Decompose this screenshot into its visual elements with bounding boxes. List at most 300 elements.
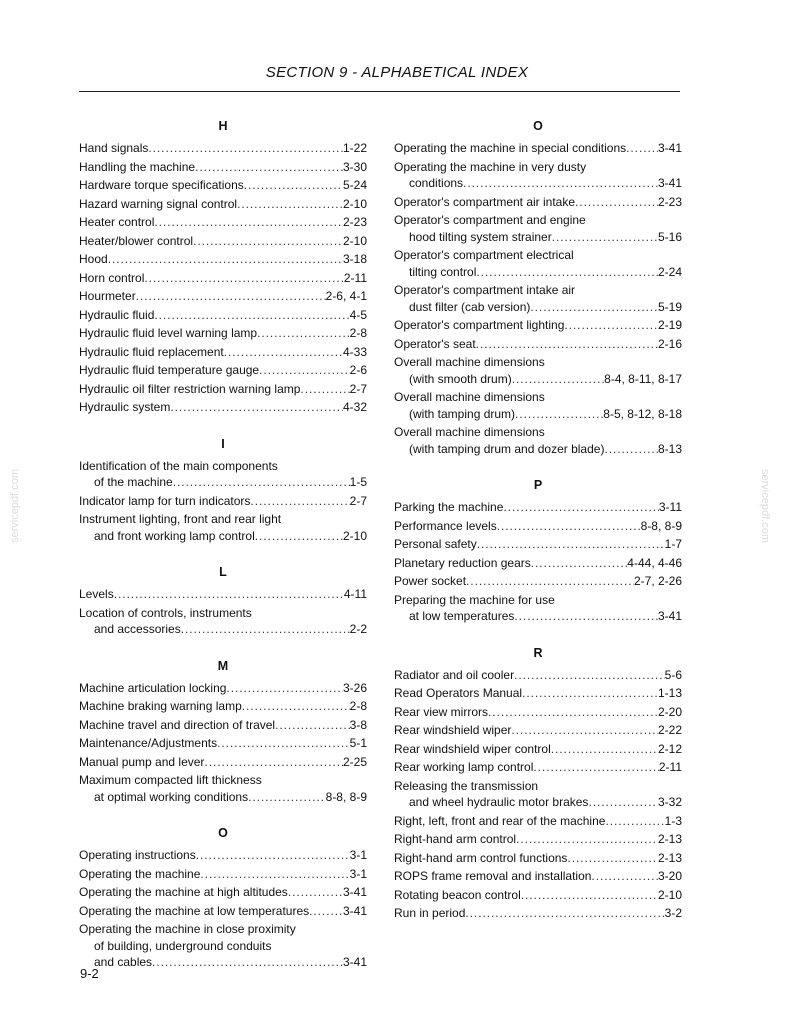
index-page-ref: 8-8, 8-9 <box>325 789 367 804</box>
dot-leader <box>148 140 343 157</box>
index-entry-line <box>79 847 367 864</box>
index-entry-line <box>79 528 367 545</box>
index-entry-label: Operating the machine in close proximity <box>79 922 296 936</box>
dot-leader <box>531 555 628 572</box>
dot-leader <box>575 194 658 211</box>
index-entry <box>79 344 367 361</box>
index-entry-line <box>394 194 682 211</box>
index-entry <box>394 389 682 422</box>
index-entry-line <box>79 789 367 806</box>
index-entry <box>79 772 367 805</box>
index-entry-label: Location of controls, instruments <box>79 605 252 620</box>
index-entry-line <box>79 214 367 231</box>
index-entry-label: Operator's compartment intake air <box>394 283 576 297</box>
dot-leader <box>200 866 349 883</box>
index-entry <box>394 159 682 192</box>
index-page-ref: 1-5 <box>349 475 367 489</box>
index-entry-label: (with tamping drum and dozer blade) <box>409 441 605 456</box>
index-page-ref: 2-7, 2-26 <box>633 574 682 588</box>
index-entry <box>394 194 682 211</box>
index-entry <box>394 868 682 885</box>
index-entry <box>79 270 367 287</box>
index-entry <box>79 493 367 510</box>
index-entry-label: Maximum compacted lift thickness <box>79 773 262 787</box>
index-entry-label: Read Operators Manual <box>394 686 523 700</box>
index-entry <box>79 251 367 268</box>
dot-leader <box>108 251 343 268</box>
index-page-ref: 2-13 <box>657 850 682 865</box>
index-entry-label: tilting control <box>409 264 477 279</box>
dot-leader <box>193 233 343 250</box>
index-entry <box>79 381 367 398</box>
index-entry-label: Overall machine dimensions <box>394 390 545 404</box>
index-entry <box>394 247 682 280</box>
index-entry <box>394 831 682 848</box>
dot-leader <box>516 831 658 848</box>
index-entry-line <box>394 175 682 192</box>
index-entry-line <box>79 938 367 955</box>
index-entry-line <box>394 759 682 776</box>
index-page-ref: 3-26 <box>342 680 367 695</box>
index-entry <box>394 573 682 590</box>
index-page-ref: 3-11 <box>658 500 682 514</box>
index-entry-label: of the machine <box>94 475 173 489</box>
index-entry-label: conditions <box>409 176 464 190</box>
index-entry-line <box>394 573 682 590</box>
header-divider <box>79 91 680 92</box>
section-gap <box>79 807 367 819</box>
index-entry-line <box>394 778 682 795</box>
index-entry-label: Rotating beacon control <box>394 887 521 902</box>
index-page-ref: 8-13 <box>657 441 682 456</box>
index-entry <box>394 518 682 535</box>
index-page-ref: 8-8, 8-9 <box>640 518 682 533</box>
index-entry-line <box>79 251 367 268</box>
index-entry-label: Hardware torque specifications <box>79 178 244 192</box>
dot-leader <box>497 518 641 535</box>
index-letter-heading: O <box>533 119 543 133</box>
index-entry-line <box>79 866 367 883</box>
index-entry-line <box>394 264 682 281</box>
index-page-ref: 2-22 <box>657 723 682 737</box>
index-entry-label: Horn control <box>79 270 145 285</box>
index-entry-line <box>79 903 367 920</box>
index-entry <box>79 884 367 901</box>
index-entry-label: Hazard warning signal control <box>79 196 238 211</box>
index-entry-line <box>394 247 682 264</box>
index-entry-label: Rear view mirrors <box>394 704 489 719</box>
index-page-ref: 3-30 <box>342 159 367 174</box>
dot-leader <box>567 850 658 867</box>
index-entry <box>79 903 367 920</box>
index-entry <box>79 233 367 250</box>
section-gap <box>79 418 367 430</box>
index-entry <box>394 282 682 315</box>
dot-leader <box>488 704 658 721</box>
dot-leader <box>309 903 343 920</box>
index-entry <box>394 704 682 721</box>
index-entry <box>394 317 682 334</box>
dot-leader <box>154 214 343 231</box>
index-entry-line <box>394 317 682 334</box>
dot-leader <box>136 288 326 305</box>
index-entry-label: Radiator and oil cooler <box>394 667 515 682</box>
dot-leader <box>248 789 326 806</box>
index-entry-line <box>394 282 682 299</box>
index-entry-line <box>394 389 682 406</box>
index-entry-line <box>79 754 367 771</box>
dot-leader <box>512 371 604 388</box>
index-entry-line <box>394 140 682 157</box>
index-page-ref: 2-11 <box>343 270 367 285</box>
index-entry-label: Rear windshield wiper control <box>394 741 551 756</box>
index-entry-label: Machine braking warning lamp <box>79 699 242 713</box>
index-entry <box>79 325 367 342</box>
index-entry-label: and accessories <box>94 622 181 636</box>
index-entry-label: Identification of the main components <box>79 458 278 473</box>
index-entry-line <box>79 698 367 715</box>
index-entry-label: Operator's compartment and engine <box>394 213 586 227</box>
index-page-ref: 3-8 <box>349 717 367 732</box>
index-entry-line <box>394 831 682 848</box>
index-entry-line <box>79 270 367 287</box>
index-page-ref: 2-13 <box>657 832 682 846</box>
dot-leader <box>224 344 343 361</box>
index-entry-line <box>394 794 682 811</box>
dot-leader <box>300 381 349 398</box>
index-entry <box>394 887 682 904</box>
index-entry-line <box>394 887 682 904</box>
dot-leader <box>514 667 665 684</box>
index-page-ref: 2-11 <box>658 760 682 774</box>
index-page-ref: 3-41 <box>657 609 682 623</box>
index-entry-label: Handling the machine <box>79 159 196 174</box>
index-page-ref: 1-3 <box>664 813 682 828</box>
index-entry-line <box>79 680 367 697</box>
index-page-ref: 2-24 <box>657 264 682 279</box>
index-page-ref: 5-16 <box>657 229 682 244</box>
index-entry-label: Right, left, front and rear of the machine <box>394 813 606 828</box>
index-page-ref: 2-10 <box>342 233 367 248</box>
index-page-ref: 2-23 <box>657 194 682 209</box>
index-entry-line <box>79 511 367 528</box>
index-page-ref: 8-5, 8-12, 8-18 <box>603 406 682 421</box>
index-entry-line <box>79 362 367 379</box>
index-entry-line <box>394 813 682 830</box>
index-entry-line <box>394 354 682 371</box>
index-page-ref: 2-19 <box>657 318 682 332</box>
index-entry-line <box>394 685 682 702</box>
index-entry-label: Preparing the machine for use <box>394 592 555 607</box>
index-entry-label: Indicator lamp for turn indicators <box>79 493 251 508</box>
index-letter-heading: I <box>221 436 225 451</box>
index-page-ref: 4-33 <box>342 344 367 359</box>
index-page-ref: 3-2 <box>664 906 682 920</box>
section-gap <box>79 546 367 558</box>
index-entry-line <box>79 233 367 250</box>
index-entry-label: Parking the machine <box>394 500 504 514</box>
index-page-ref: 2-6 <box>349 363 367 377</box>
dot-leader <box>242 698 350 715</box>
dot-leader <box>530 299 658 316</box>
index-entry-label: Machine travel and direction of travel <box>79 717 276 732</box>
index-entry-label: Operating the machine <box>79 866 201 881</box>
dot-leader <box>521 887 658 904</box>
dot-leader <box>551 741 658 758</box>
index-entry-line <box>394 336 682 353</box>
index-entry-line <box>79 735 367 752</box>
dot-leader <box>476 264 658 281</box>
index-entry-label: hood tilting system strainer <box>409 229 552 244</box>
index-entry-label: Hourmeter <box>79 289 136 303</box>
index-page-ref: 3-18 <box>342 252 367 266</box>
index-entry <box>79 214 367 231</box>
dot-leader <box>591 868 658 885</box>
dot-leader <box>465 905 664 922</box>
index-entry <box>79 177 367 194</box>
index-entry-label: and front working lamp control <box>94 528 255 543</box>
index-letter-heading: H <box>218 119 228 133</box>
index-entry-line <box>394 212 682 229</box>
index-entry-label: Heater control <box>79 215 155 229</box>
index-entry-label: Hand signals <box>79 141 149 155</box>
index-entry-line <box>394 424 682 441</box>
watermark-right: servicepdf.com <box>758 469 771 543</box>
index-entry-label: Hood <box>79 252 108 266</box>
index-entry-line <box>79 586 367 603</box>
index-page-ref: 5-24 <box>342 178 367 192</box>
index-page-ref: 2-10 <box>657 887 682 902</box>
index-page-ref: 1-13 <box>657 686 682 700</box>
index-entry-line <box>79 884 367 901</box>
index-page-ref: 8-4, 8-11, 8-17 <box>604 371 682 386</box>
index-entry-line <box>79 605 367 622</box>
dot-leader <box>204 754 343 771</box>
index-page-ref: 2-10 <box>342 196 367 211</box>
index-entry-line <box>394 406 682 423</box>
index-page-ref: 2-6, 4-1 <box>325 289 367 303</box>
index-entry <box>79 847 367 864</box>
dot-leader <box>466 573 634 590</box>
index-entry-label: dust filter (cab version) <box>409 299 531 314</box>
dot-leader <box>564 317 658 334</box>
index-entry-line <box>79 196 367 213</box>
dot-leader <box>170 399 343 416</box>
index-entry-label: Manual pump and lever <box>79 754 205 769</box>
index-letter-heading: P <box>533 478 543 492</box>
dot-leader <box>152 954 343 971</box>
index-page-ref: 2-7 <box>349 381 367 396</box>
index-page-ref: 4-32 <box>342 400 367 414</box>
index-entry-line <box>79 772 367 789</box>
index-entry <box>79 458 367 491</box>
index-entry-label: Hydraulic fluid temperature gauge <box>79 363 260 377</box>
index-entry-line <box>79 159 367 176</box>
index-entry-line <box>394 555 682 572</box>
dot-leader <box>250 493 349 510</box>
dot-leader <box>288 884 343 901</box>
index-entry-line <box>394 299 682 316</box>
dot-leader <box>114 586 344 603</box>
index-entry-label: and cables <box>94 955 153 969</box>
index-entry-line <box>394 536 682 553</box>
index-page-ref: 3-41 <box>342 885 367 899</box>
index-entry <box>79 921 367 971</box>
index-page-ref: 5-19 <box>657 299 682 314</box>
index-page-ref: 2-16 <box>657 336 682 351</box>
dot-leader <box>515 406 603 423</box>
index-page-ref: 3-41 <box>657 141 682 155</box>
index-entry-line <box>394 499 682 516</box>
dot-leader <box>476 336 658 353</box>
index-page-ref: 4-5 <box>349 307 367 322</box>
index-entry-line <box>394 441 682 458</box>
index-entry-label: Maintenance/Adjustments <box>79 736 218 750</box>
section-gap <box>394 627 682 639</box>
dot-leader <box>514 608 658 625</box>
dot-leader <box>196 847 350 864</box>
index-entry <box>394 592 682 625</box>
dot-leader <box>588 794 658 811</box>
index-entry <box>394 140 682 157</box>
index-entry-line <box>79 381 367 398</box>
index-entry-label: Levels <box>79 587 114 601</box>
dot-leader <box>503 499 658 516</box>
index-entry <box>79 866 367 883</box>
index-entry-label: Machine articulation locking <box>79 680 227 695</box>
index-entry <box>79 307 367 324</box>
index-entry <box>79 754 367 771</box>
index-entry <box>79 159 367 176</box>
index-entry-line <box>394 159 682 176</box>
index-page-ref: 2-25 <box>342 754 367 769</box>
dot-leader <box>477 536 665 553</box>
index-entry <box>79 586 367 603</box>
index-page-ref: 5-6 <box>664 667 682 682</box>
dot-leader <box>244 177 343 194</box>
index-entry-line <box>79 921 367 938</box>
index-entry <box>79 680 367 697</box>
dot-leader <box>144 270 343 287</box>
index-entry-line <box>79 344 367 361</box>
index-entry-label: of building, underground conduits <box>94 938 272 953</box>
index-entry-line <box>79 177 367 194</box>
index-entry-line <box>394 905 682 922</box>
index-entry-line <box>79 458 367 475</box>
dot-leader <box>181 621 350 638</box>
dot-leader <box>237 196 343 213</box>
index-entry <box>394 424 682 457</box>
index-entry-line <box>79 307 367 324</box>
index-column-right <box>394 112 682 924</box>
dot-leader <box>154 307 349 324</box>
index-entry-label: Run in period <box>394 906 466 920</box>
index-page-ref: 3-1 <box>349 848 367 862</box>
index-entry-line <box>394 741 682 758</box>
dot-leader <box>226 680 343 697</box>
dot-leader <box>604 441 658 458</box>
index-entry <box>79 735 367 752</box>
index-letter-heading: M <box>217 658 229 673</box>
index-entry <box>79 717 367 734</box>
index-entry-line <box>394 850 682 867</box>
index-page-ref: 2-8 <box>349 699 367 713</box>
index-entry <box>79 511 367 544</box>
index-entry-label: Power socket <box>394 574 467 588</box>
index-entry <box>394 354 682 387</box>
index-entry <box>394 212 682 245</box>
index-page-ref: 4-44, 4-46 <box>627 555 682 570</box>
index-entry-line <box>394 371 682 388</box>
dot-leader <box>255 528 343 545</box>
index-letter-heading: O <box>218 826 228 840</box>
index-page-ref: 3-41 <box>342 903 367 918</box>
index-entry-line <box>79 288 367 305</box>
index-column-left <box>79 112 367 973</box>
index-entry-label: Hydraulic fluid <box>79 307 155 322</box>
index-entry <box>394 555 682 572</box>
dot-leader <box>259 362 350 379</box>
index-entry-line <box>394 704 682 721</box>
index-entry-label: Operating the machine at low temperatures <box>79 903 310 918</box>
index-entry <box>394 905 682 922</box>
index-entry-line <box>79 717 367 734</box>
index-page-ref: 5-1 <box>349 736 367 750</box>
watermark-left: servicepdf.com <box>8 469 21 543</box>
index-entry-line <box>394 592 682 609</box>
index-entry-label: Operator's compartment air intake <box>394 194 576 209</box>
index-entry-label: Operator's compartment lighting <box>394 318 565 332</box>
index-entry <box>394 722 682 739</box>
dot-leader <box>552 229 658 246</box>
index-entry-label: (with tamping drum) <box>409 406 516 421</box>
index-entry <box>394 667 682 684</box>
index-entry-line <box>79 474 367 491</box>
index-page-ref: 1-22 <box>342 141 367 155</box>
index-entry-line <box>79 954 367 971</box>
index-entry-label: Heater/blower control <box>79 233 194 248</box>
index-page-ref: 2-10 <box>342 528 367 543</box>
index-entry <box>394 813 682 830</box>
index-entry-label: Right-hand arm control functions <box>394 850 568 865</box>
index-entry-line <box>79 493 367 510</box>
index-entry <box>394 536 682 553</box>
index-page-ref: 1-7 <box>664 537 682 551</box>
index-page-ref: 3-20 <box>657 869 682 883</box>
index-letter-heading: L <box>219 565 227 579</box>
index-entry-label: Overall machine dimensions <box>394 355 545 369</box>
index-page-ref: 3-1 <box>349 866 367 881</box>
dot-leader <box>173 474 350 491</box>
section-gap <box>394 459 682 471</box>
index-entry <box>79 362 367 379</box>
index-entry-label: Overall machine dimensions <box>394 425 545 439</box>
section-gap <box>79 640 367 652</box>
index-entry-label: Operating the machine in special conditions <box>394 141 627 155</box>
index-entry-line <box>79 140 367 157</box>
index-entry-label: Personal safety <box>394 537 477 551</box>
index-entry <box>79 196 367 213</box>
index-entry-label: Operating the machine in very dusty <box>394 159 587 174</box>
index-entry-label: Planetary reduction gears <box>394 555 531 570</box>
index-entry <box>394 499 682 516</box>
index-entry-line <box>79 399 367 416</box>
dot-leader <box>195 159 343 176</box>
index-entry-line <box>79 621 367 638</box>
dot-leader <box>275 717 350 734</box>
index-page-ref: 2-23 <box>342 215 367 229</box>
index-entry-label: and wheel hydraulic motor brakes <box>409 795 589 809</box>
